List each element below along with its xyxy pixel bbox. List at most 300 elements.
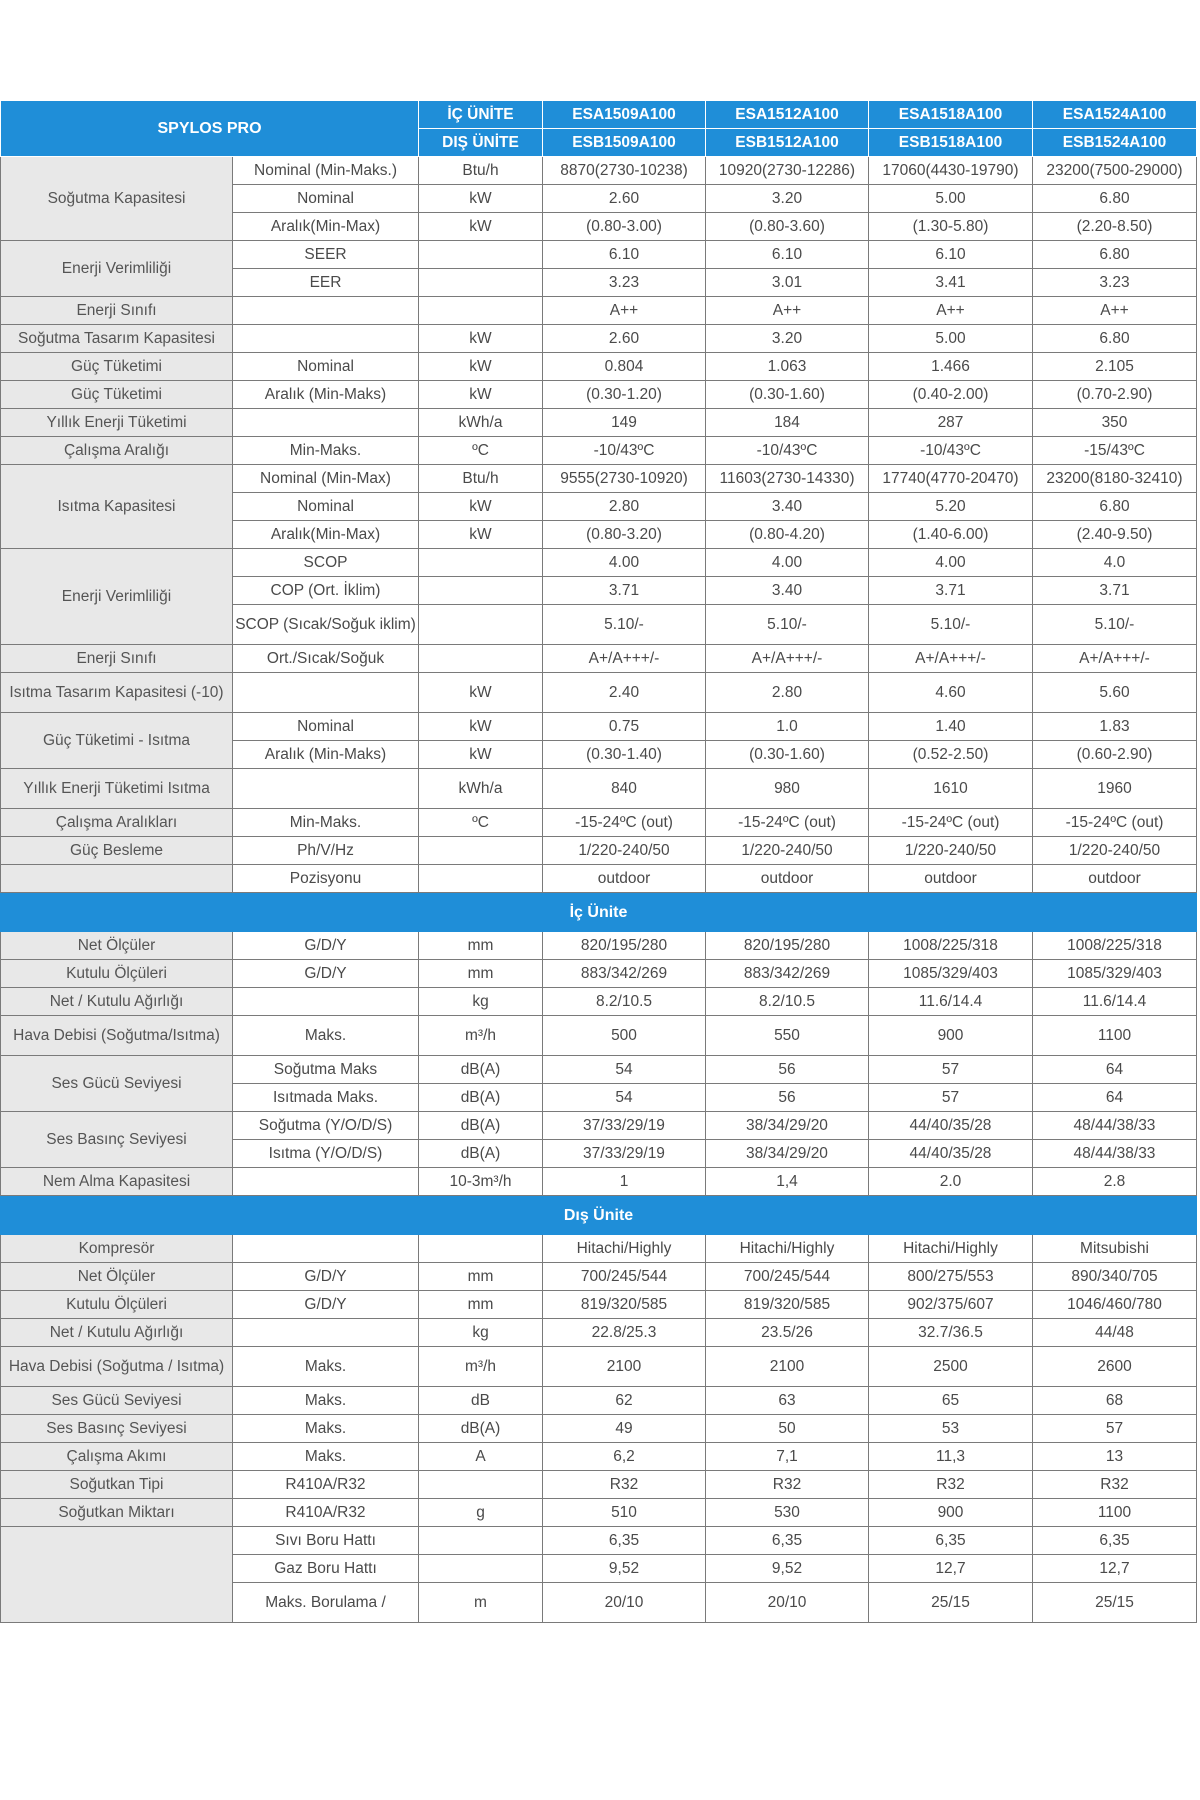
outdoor-model: ESB1509A100 — [543, 129, 706, 157]
table-row — [1, 645, 1197, 673]
row-unit — [419, 837, 543, 865]
row-value: A++ — [1033, 297, 1197, 325]
row-sub-label: SCOP (Sıcak/Soğuk iklim) — [233, 605, 419, 645]
row-value: -15-24ºC (out) — [1033, 809, 1197, 837]
row-value: R32 — [706, 1471, 869, 1499]
row-value: outdoor — [543, 865, 706, 893]
table-row — [1, 325, 1197, 353]
row-value: 48/44/38/33 — [1033, 1140, 1197, 1168]
table-row — [1, 157, 1197, 185]
row-value: Hitachi/Highly — [543, 1235, 706, 1263]
row-group-label: Soğutma Tasarım Kapasitesi — [1, 325, 233, 353]
row-sub-label: G/D/Y — [233, 1291, 419, 1319]
row-value: outdoor — [706, 865, 869, 893]
row-unit: 10-3m³/h — [419, 1168, 543, 1196]
row-value: 17740(4770-20470) — [869, 465, 1033, 493]
indoor-section — [1, 893, 1197, 932]
row-sub-label: Maks. — [233, 1347, 419, 1387]
row-value: 820/195/280 — [543, 932, 706, 960]
table-row — [1, 988, 1197, 1016]
row-value: 550 — [706, 1016, 869, 1056]
row-value: 38/34/29/20 — [706, 1140, 869, 1168]
indoor-unit-label: İÇ ÜNİTE — [419, 101, 543, 129]
row-value: (0.70-2.90) — [1033, 381, 1197, 409]
row-value: 883/342/269 — [706, 960, 869, 988]
row-value: 11.6/14.4 — [869, 988, 1033, 1016]
row-value: 2.8 — [1033, 1168, 1197, 1196]
row-value: 900 — [869, 1499, 1033, 1527]
row-sub-label: Min-Maks. — [233, 809, 419, 837]
row-sub-label: R410A/R32 — [233, 1499, 419, 1527]
row-unit: ºC — [419, 437, 543, 465]
row-value: 3.01 — [706, 269, 869, 297]
row-unit — [419, 241, 543, 269]
row-value: 1960 — [1033, 769, 1197, 809]
row-unit: Btu/h — [419, 465, 543, 493]
row-value: 0.75 — [543, 713, 706, 741]
row-value: 62 — [543, 1387, 706, 1415]
row-sub-label: Nominal — [233, 713, 419, 741]
table-row — [1, 932, 1197, 960]
row-value: 5.10/- — [543, 605, 706, 645]
row-value: A+/A+++/- — [869, 645, 1033, 673]
row-value: 9555(2730-10920) — [543, 465, 706, 493]
table-row — [1, 1112, 1197, 1140]
row-value: 1085/329/403 — [1033, 960, 1197, 988]
row-group-label: Ses Gücü Seviyesi — [1, 1387, 233, 1415]
row-unit — [419, 1471, 543, 1499]
row-group-label: Çalışma Aralıkları — [1, 809, 233, 837]
row-value: -15-24ºC (out) — [869, 809, 1033, 837]
row-value: (2.40-9.50) — [1033, 521, 1197, 549]
row-value: 184 — [706, 409, 869, 437]
row-value: 6,35 — [543, 1527, 706, 1555]
row-unit — [419, 605, 543, 645]
row-value: 3.20 — [706, 185, 869, 213]
row-value: Hitachi/Highly — [706, 1235, 869, 1263]
row-sub-label: G/D/Y — [233, 932, 419, 960]
row-value: 287 — [869, 409, 1033, 437]
row-group-label: Nem Alma Kapasitesi — [1, 1168, 233, 1196]
row-value: (0.30-1.20) — [543, 381, 706, 409]
row-sub-label: G/D/Y — [233, 960, 419, 988]
row-sub-label: Isıtma (Y/O/D/S) — [233, 1140, 419, 1168]
row-unit: dB(A) — [419, 1084, 543, 1112]
row-value: 64 — [1033, 1056, 1197, 1084]
row-value: (0.30-1.40) — [543, 741, 706, 769]
row-sub-label: Gaz Boru Hattı — [233, 1555, 419, 1583]
row-value: 56 — [706, 1056, 869, 1084]
row-sub-label — [233, 297, 419, 325]
row-value: 980 — [706, 769, 869, 809]
row-sub-label: Maks. — [233, 1016, 419, 1056]
row-value: 820/195/280 — [706, 932, 869, 960]
row-value: 5.60 — [1033, 673, 1197, 713]
row-value: (0.80-3.60) — [706, 213, 869, 241]
page-bottom-margin — [0, 1696, 1200, 1800]
row-value: 23.5/26 — [706, 1319, 869, 1347]
row-value: 22.8/25.3 — [543, 1319, 706, 1347]
row-value: 10920(2730-12286) — [706, 157, 869, 185]
row-value: 23200(8180-32410) — [1033, 465, 1197, 493]
row-value: (0.60-2.90) — [1033, 741, 1197, 769]
row-value: 6,35 — [706, 1527, 869, 1555]
row-value: 64 — [1033, 1084, 1197, 1112]
outdoor-model: ESB1518A100 — [869, 129, 1033, 157]
outdoor-model: ESB1524A100 — [1033, 129, 1197, 157]
outdoor-unit-label: DIŞ ÜNİTE — [419, 129, 543, 157]
row-value: -10/43ºC — [869, 437, 1033, 465]
row-group-label: Net / Kutulu Ağırlığı — [1, 1319, 233, 1347]
row-value: 38/34/29/20 — [706, 1112, 869, 1140]
row-value: 6.10 — [869, 241, 1033, 269]
row-value: 20/10 — [543, 1583, 706, 1623]
row-sub-label: Ph/V/Hz — [233, 837, 419, 865]
row-unit: ºC — [419, 809, 543, 837]
table-row — [1, 960, 1197, 988]
row-value: 3.71 — [869, 577, 1033, 605]
row-value: 6.80 — [1033, 493, 1197, 521]
row-value: 25/15 — [869, 1583, 1033, 1623]
row-value: 500 — [543, 1016, 706, 1056]
row-value: 7,1 — [706, 1443, 869, 1471]
row-group-label: Güç Besleme — [1, 837, 233, 865]
row-group-label: Soğutkan Miktarı — [1, 1499, 233, 1527]
row-value: 1.0 — [706, 713, 869, 741]
row-unit: mm — [419, 960, 543, 988]
row-sub-label: Nominal — [233, 353, 419, 381]
row-group-label: Yıllık Enerji Tüketimi — [1, 409, 233, 437]
row-sub-label: Maks. — [233, 1443, 419, 1471]
row-value: 12,7 — [1033, 1555, 1197, 1583]
row-value: 5.10/- — [869, 605, 1033, 645]
row-value: 5.10/- — [706, 605, 869, 645]
row-value: 63 — [706, 1387, 869, 1415]
row-sub-label — [233, 1319, 419, 1347]
row-unit — [419, 865, 543, 893]
row-unit: dB(A) — [419, 1140, 543, 1168]
row-sub-label: Aralık(Min-Max) — [233, 213, 419, 241]
row-unit: kW — [419, 713, 543, 741]
table-row — [1, 1263, 1197, 1291]
row-value: 65 — [869, 1387, 1033, 1415]
table-row — [1, 809, 1197, 837]
row-value: 1.40 — [869, 713, 1033, 741]
row-unit: kW — [419, 673, 543, 713]
row-sub-label: Nominal — [233, 493, 419, 521]
row-value: 6,2 — [543, 1443, 706, 1471]
row-value: 2100 — [706, 1347, 869, 1387]
row-value: A+/A+++/- — [543, 645, 706, 673]
row-sub-label: Aralık(Min-Max) — [233, 521, 419, 549]
row-value: 57 — [869, 1056, 1033, 1084]
table-row — [1, 1527, 1197, 1555]
row-value: 11603(2730-14330) — [706, 465, 869, 493]
row-value: 48/44/38/33 — [1033, 1112, 1197, 1140]
row-value: 50 — [706, 1415, 869, 1443]
row-value: 350 — [1033, 409, 1197, 437]
row-value: 5.00 — [869, 185, 1033, 213]
row-value: 5.20 — [869, 493, 1033, 521]
row-unit: kg — [419, 988, 543, 1016]
general-specs — [1, 157, 1197, 893]
row-unit: g — [419, 1499, 543, 1527]
row-unit: A — [419, 1443, 543, 1471]
row-value: 1/220-240/50 — [706, 837, 869, 865]
row-group-label: Ses Basınç Seviyesi — [1, 1112, 233, 1168]
row-value: 2.60 — [543, 325, 706, 353]
indoor-specs — [1, 932, 1197, 1196]
row-value: 0.804 — [543, 353, 706, 381]
row-value: 9,52 — [543, 1555, 706, 1583]
table-row — [1, 1443, 1197, 1471]
row-value: 56 — [706, 1084, 869, 1112]
row-value: 6,35 — [869, 1527, 1033, 1555]
table-row — [1, 1056, 1197, 1084]
row-value: 6.80 — [1033, 185, 1197, 213]
row-unit: mm — [419, 1291, 543, 1319]
row-group-label: Güç Tüketimi - Isıtma — [1, 713, 233, 769]
row-sub-label: SEER — [233, 241, 419, 269]
row-unit: Btu/h — [419, 157, 543, 185]
outdoor-model: ESB1512A100 — [706, 129, 869, 157]
table-row — [1, 1387, 1197, 1415]
row-unit: m — [419, 1583, 543, 1623]
header-row-indoor — [1, 101, 1197, 129]
table-row — [1, 1235, 1197, 1263]
row-unit — [419, 269, 543, 297]
row-sub-label: SCOP — [233, 549, 419, 577]
row-value: (0.30-1.60) — [706, 741, 869, 769]
row-group-label: Kutulu Ölçüleri — [1, 1291, 233, 1319]
row-sub-label: R410A/R32 — [233, 1471, 419, 1499]
row-unit — [419, 577, 543, 605]
row-value: 44/40/35/28 — [869, 1112, 1033, 1140]
table-row — [1, 769, 1197, 809]
row-unit: m³/h — [419, 1016, 543, 1056]
row-unit: dB(A) — [419, 1415, 543, 1443]
row-value: (0.80-3.00) — [543, 213, 706, 241]
row-value: 23200(7500-29000) — [1033, 157, 1197, 185]
outdoor-section — [1, 1196, 1197, 1235]
row-value: 883/342/269 — [543, 960, 706, 988]
indoor-section-title: İç Ünite — [1, 893, 1197, 932]
row-sub-label — [233, 1235, 419, 1263]
row-unit — [419, 1555, 543, 1583]
row-value: 6.80 — [1033, 241, 1197, 269]
row-value: Mitsubishi — [1033, 1235, 1197, 1263]
row-sub-label — [233, 325, 419, 353]
row-value: (0.52-2.50) — [869, 741, 1033, 769]
row-group-label: Güç Tüketimi — [1, 353, 233, 381]
row-group-label: Net Ölçüler — [1, 932, 233, 960]
row-value: 5.10/- — [1033, 605, 1197, 645]
row-unit — [419, 549, 543, 577]
row-group-label: Net Ölçüler — [1, 1263, 233, 1291]
row-value: (0.80-4.20) — [706, 521, 869, 549]
row-value: outdoor — [869, 865, 1033, 893]
row-value: 6.80 — [1033, 325, 1197, 353]
row-value: 2100 — [543, 1347, 706, 1387]
row-value: (2.20-8.50) — [1033, 213, 1197, 241]
row-group-label — [1, 865, 233, 893]
row-value: 1100 — [1033, 1499, 1197, 1527]
row-sub-label: G/D/Y — [233, 1263, 419, 1291]
indoor-model: ESA1524A100 — [1033, 101, 1197, 129]
row-value: (0.40-2.00) — [869, 381, 1033, 409]
row-value: 840 — [543, 769, 706, 809]
row-value: 4.0 — [1033, 549, 1197, 577]
spec-sheet — [0, 100, 1196, 1623]
table-row — [1, 1499, 1197, 1527]
row-value: 800/275/553 — [869, 1263, 1033, 1291]
row-value: A++ — [543, 297, 706, 325]
row-value: 68 — [1033, 1387, 1197, 1415]
row-value: 900 — [869, 1016, 1033, 1056]
table-row — [1, 865, 1197, 893]
row-group-label: Enerji Sınıfı — [1, 645, 233, 673]
row-sub-label — [233, 1168, 419, 1196]
row-value: 3.23 — [543, 269, 706, 297]
row-group-label: Güç Tüketimi — [1, 381, 233, 409]
row-value: (0.80-3.20) — [543, 521, 706, 549]
table-row — [1, 1319, 1197, 1347]
row-sub-label: Soğutma (Y/O/D/S) — [233, 1112, 419, 1140]
row-value: 12,7 — [869, 1555, 1033, 1583]
row-value: 11.6/14.4 — [1033, 988, 1197, 1016]
row-value: 1085/329/403 — [869, 960, 1033, 988]
row-value: 4.00 — [706, 549, 869, 577]
table-row — [1, 1415, 1197, 1443]
row-value: 1008/225/318 — [1033, 932, 1197, 960]
row-value: (1.30-5.80) — [869, 213, 1033, 241]
row-value: (0.30-1.60) — [706, 381, 869, 409]
row-value: R32 — [543, 1471, 706, 1499]
row-value: R32 — [869, 1471, 1033, 1499]
row-value: 32.7/36.5 — [869, 1319, 1033, 1347]
row-value: -10/43ºC — [706, 437, 869, 465]
row-group-label: Kutulu Ölçüleri — [1, 960, 233, 988]
outdoor-specs — [1, 1235, 1197, 1623]
table-row — [1, 837, 1197, 865]
row-sub-label: Maks. Borulama / — [233, 1583, 419, 1623]
row-value: 6.10 — [543, 241, 706, 269]
row-group-label: Isıtma Kapasitesi — [1, 465, 233, 549]
row-value: 44/48 — [1033, 1319, 1197, 1347]
table-row — [1, 549, 1197, 577]
row-unit — [419, 297, 543, 325]
row-sub-label — [233, 769, 419, 809]
row-unit — [419, 645, 543, 673]
row-group-label: Enerji Sınıfı — [1, 297, 233, 325]
row-group-label: Hava Debisi (Soğutma/Isıtma) — [1, 1016, 233, 1056]
row-value: 1610 — [869, 769, 1033, 809]
row-unit: kW — [419, 381, 543, 409]
row-unit: dB — [419, 1387, 543, 1415]
row-unit: m³/h — [419, 1347, 543, 1387]
row-value: 530 — [706, 1499, 869, 1527]
row-unit: mm — [419, 932, 543, 960]
row-value: A++ — [706, 297, 869, 325]
row-group-label: Ses Basınç Seviyesi — [1, 1415, 233, 1443]
row-unit: kg — [419, 1319, 543, 1347]
row-value: 2.105 — [1033, 353, 1197, 381]
outdoor-section-title: Dış Ünite — [1, 1196, 1197, 1235]
row-value: 1.063 — [706, 353, 869, 381]
brand-title: SPYLOS PRO — [1, 101, 419, 157]
row-value: -15/43ºC — [1033, 437, 1197, 465]
row-value: 37/33/29/19 — [543, 1112, 706, 1140]
row-unit: mm — [419, 1263, 543, 1291]
row-sub-label: Isıtmada Maks. — [233, 1084, 419, 1112]
row-value: 4.00 — [869, 549, 1033, 577]
row-sub-label — [233, 988, 419, 1016]
row-value: 6,35 — [1033, 1527, 1197, 1555]
row-value: 8870(2730-10238) — [543, 157, 706, 185]
row-value: 2600 — [1033, 1347, 1197, 1387]
row-value: 2.80 — [706, 673, 869, 713]
row-value: 4.00 — [543, 549, 706, 577]
row-value: 2.40 — [543, 673, 706, 713]
row-value: 1008/225/318 — [869, 932, 1033, 960]
row-value: 149 — [543, 409, 706, 437]
row-value: 1.466 — [869, 353, 1033, 381]
row-unit — [419, 1527, 543, 1555]
row-sub-label: EER — [233, 269, 419, 297]
table-row — [1, 673, 1197, 713]
row-unit: kW — [419, 185, 543, 213]
indoor-model: ESA1509A100 — [543, 101, 706, 129]
row-value: 57 — [1033, 1415, 1197, 1443]
row-group-label: Yıllık Enerji Tüketimi Isıtma — [1, 769, 233, 809]
table-row — [1, 409, 1197, 437]
indoor-model: ESA1518A100 — [869, 101, 1033, 129]
row-unit: kW — [419, 325, 543, 353]
row-value: 1,4 — [706, 1168, 869, 1196]
indoor-model: ESA1512A100 — [706, 101, 869, 129]
table-row — [1, 353, 1197, 381]
row-value: Hitachi/Highly — [869, 1235, 1033, 1263]
row-sub-label: Sıvı Boru Hattı — [233, 1527, 419, 1555]
row-group-label: Ses Gücü Seviyesi — [1, 1056, 233, 1112]
row-value: 1 — [543, 1168, 706, 1196]
row-sub-label: Aralık (Min-Maks) — [233, 741, 419, 769]
row-value: 13 — [1033, 1443, 1197, 1471]
row-sub-label — [233, 673, 419, 713]
row-group-label: Kompresör — [1, 1235, 233, 1263]
row-value: (1.40-6.00) — [869, 521, 1033, 549]
row-value: 2.0 — [869, 1168, 1033, 1196]
row-value: 2.60 — [543, 185, 706, 213]
row-unit: kW — [419, 493, 543, 521]
row-value: 3.40 — [706, 493, 869, 521]
row-value: A+/A+++/- — [706, 645, 869, 673]
row-unit: kWh/a — [419, 769, 543, 809]
table-row — [1, 1347, 1197, 1387]
row-unit: kW — [419, 741, 543, 769]
row-value: 819/320/585 — [706, 1291, 869, 1319]
row-value: 44/40/35/28 — [869, 1140, 1033, 1168]
row-group-label: Enerji Verimliliği — [1, 241, 233, 297]
row-sub-label: Nominal (Min-Max) — [233, 465, 419, 493]
table-row — [1, 1016, 1197, 1056]
row-group-label — [1, 1527, 233, 1623]
table-row — [1, 241, 1197, 269]
row-value: 700/245/544 — [706, 1263, 869, 1291]
row-value: 1/220-240/50 — [543, 837, 706, 865]
row-unit: kW — [419, 521, 543, 549]
row-value: 20/10 — [706, 1583, 869, 1623]
